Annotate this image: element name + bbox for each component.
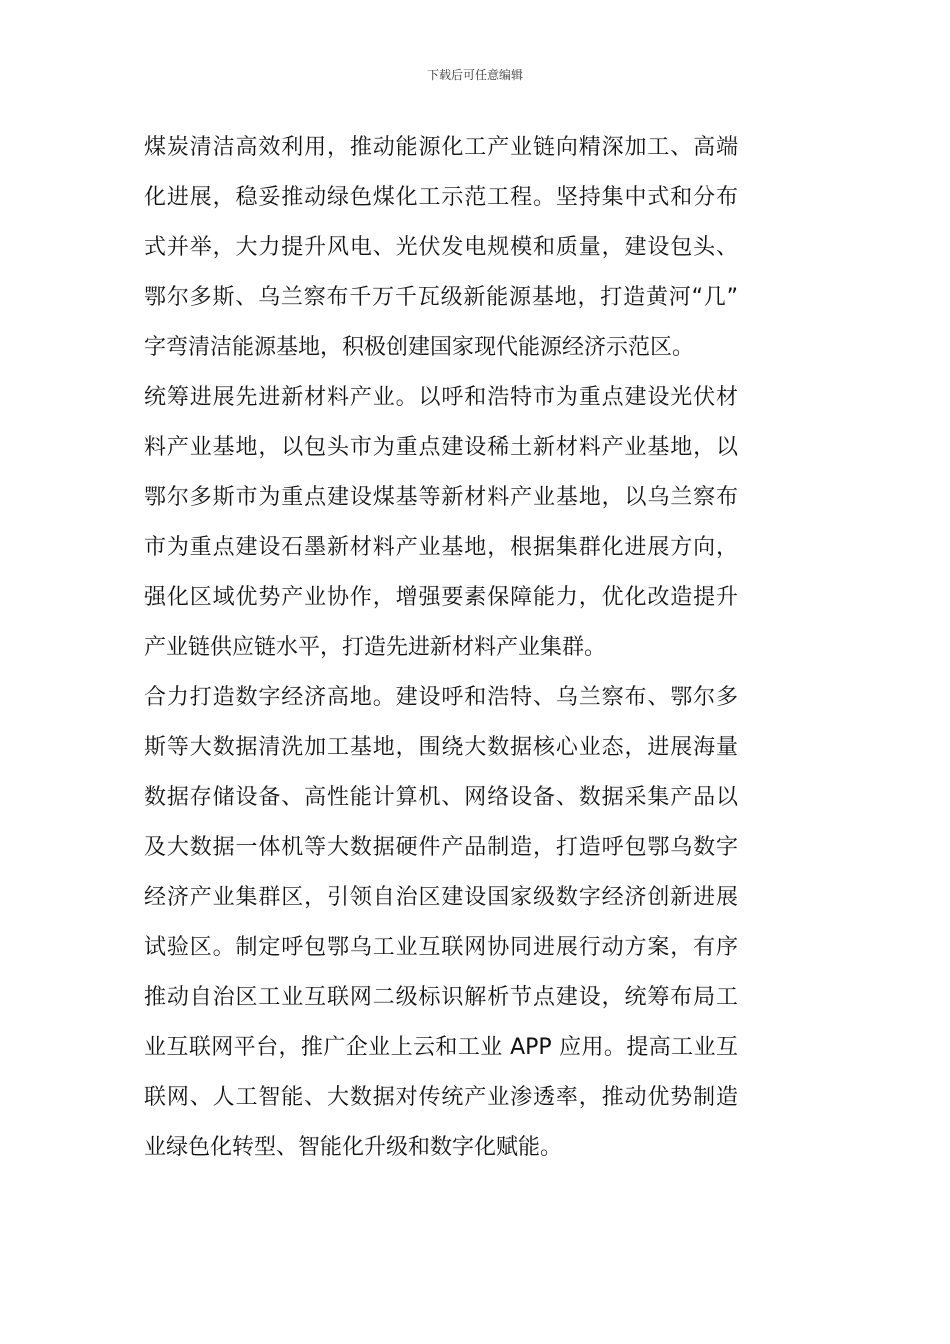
paragraph (144, 673, 738, 1173)
text-line: 料产业基地，以包头市为重点建设稀土新材料产业基地，以 (144, 435, 738, 460)
text-line: 业绿色化转型、智能化升级和数字化赋能。 (144, 1135, 563, 1160)
text-line: 合力打造数字经济高地。建设呼和浩特、乌兰察布、鄂尔多 (144, 685, 738, 710)
paragraph (144, 373, 738, 673)
text-line: 式并举，大力提升风电、光伏发电规模和质量，建设包头、 (144, 235, 738, 260)
text-line: 联网、人工智能、大数据对传统产业渗透率，推动优势制造 (144, 1085, 738, 1110)
text-line: 经济产业集群区，引领自治区建设国家级数字经济创新进展 (144, 885, 738, 910)
text-line: 产业链供应链水平，打造先进新材料产业集群。 (144, 635, 607, 660)
text-line: 推动自治区工业互联网二级标识解析节点建设，统筹布局工 (144, 985, 738, 1010)
text-line: 试验区。制定呼包鄂乌工业互联网协同进展行动方案，有序 (144, 935, 738, 960)
text-line: 斯等大数据清洗加工基地，围绕大数据核心业态，进展海量 (144, 735, 738, 760)
text-line: 化进展，稳妥推动绿色煤化工示范工程。坚持集中式和分布 (144, 185, 738, 210)
header-note: 下载后可任意编辑 (426, 68, 523, 82)
text-line: 鄂尔多斯市为重点建设煤基等新材料产业基地，以乌兰察布 (144, 485, 738, 510)
text-line: 鄂尔多斯、乌兰察布千万千瓦级新能源基地，打造黄河“几” (144, 285, 738, 310)
text-line: 业互联网平台，推广企业上云和工业 APP 应用。提高工业互 (144, 1035, 738, 1060)
text-line: 煤炭清洁高效利用，推动能源化工产业链向精深加工、高端 (144, 135, 738, 160)
text-line: 统筹进展先进新材料产业。以呼和浩特市为重点建设光伏材 (144, 385, 738, 410)
text-line: 字弯清洁能源基地，积极创建国家现代能源经济示范区。 (144, 335, 695, 360)
text-line: 及大数据一体机等大数据硬件产品制造，打造呼包鄂乌数字 (144, 835, 738, 860)
body-text (144, 123, 738, 1173)
paragraph (144, 123, 738, 373)
text-line: 数据存储设备、高性能计算机、网络设备、数据采集产品以 (144, 785, 738, 810)
text-line: 强化区域优势产业协作，增强要素保障能力，优化改造提升 (144, 585, 738, 610)
text-line: 市为重点建设石墨新材料产业基地，根据集群化进展方向， (144, 535, 738, 560)
